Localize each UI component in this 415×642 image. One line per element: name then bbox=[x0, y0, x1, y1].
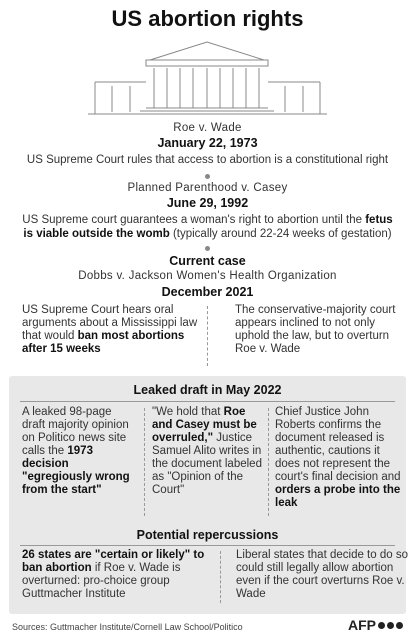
case-name-casey: Planned Parenthood v. Casey bbox=[127, 182, 288, 194]
case-date-dobbs: December 2021 bbox=[161, 285, 254, 299]
supreme-court-building-icon bbox=[0, 36, 415, 120]
repercussions-left-text bbox=[22, 549, 207, 601]
timeline-dot bbox=[205, 246, 210, 251]
leaked-col2-part: "We hold that bbox=[152, 406, 224, 418]
column-divider bbox=[207, 306, 208, 366]
casey-desc-emphasis: fetus bbox=[365, 214, 393, 226]
leaked-draft-title: Leaked draft in May 2022 bbox=[133, 383, 282, 397]
panel-divider-line bbox=[20, 545, 395, 546]
leaked-col1-part: A leaked 98-page draft majority opinion on Politico news site calls the bbox=[22, 406, 129, 457]
current-case-left-text bbox=[22, 304, 202, 356]
afp-dots-icon bbox=[378, 622, 403, 629]
afp-logo bbox=[348, 617, 403, 633]
repercussions-title: Potential repercussions bbox=[136, 528, 279, 542]
current-case-right-text: The conservative-majority court appears inclined to not only uphold the law, but to overturn Roe v. Wade bbox=[235, 304, 396, 355]
case-description-roe: US Supreme Court rules that access to abortion is a constitutional right bbox=[26, 154, 389, 166]
current-case-label: Current case bbox=[169, 254, 246, 268]
timeline-dot bbox=[205, 174, 210, 179]
casey-desc-emphasis: is viable outside the womb bbox=[23, 228, 170, 240]
leaked-col2-part: Justice Samuel Alito writes in the document labeled as "Opinion of the Court" bbox=[152, 432, 262, 496]
current-left-part: US Supreme Court hears oral arguments about a Mississippi law that would bbox=[22, 304, 198, 342]
case-name-dobbs: Dobbs v. Jackson Women's Health Organization bbox=[78, 270, 337, 282]
column-divider bbox=[220, 551, 221, 603]
leaked-col3-part: Chief Justice John Roberts confirms the document released is authentic, cautions it does not represent the court's final decision and bbox=[275, 406, 401, 483]
repercussions-left-emphasis: 26 states are "certain or likely" to ban abortion bbox=[22, 549, 205, 574]
case-name-roe: Roe v. Wade bbox=[173, 122, 242, 134]
leaked-col1-emphasis: 1973 decision "egregiously wrong from the start" bbox=[22, 445, 130, 496]
case-description-casey bbox=[16, 213, 399, 241]
repercussions-left-part: if Roe v. Wade is overturned: pro-choice group Guttmacher Institute bbox=[22, 562, 181, 600]
panel-divider-line bbox=[20, 401, 395, 402]
sources-footnote: Sources: Guttmacher Institute/Cornell Law School/Politico bbox=[12, 622, 243, 632]
leaked-col1-text bbox=[22, 406, 132, 497]
current-left-emphasis: ban most abortions after 15 weeks bbox=[22, 330, 185, 355]
leaked-col3-text bbox=[275, 406, 405, 510]
case-date-casey: June 29, 1992 bbox=[166, 196, 249, 210]
repercussions-right-text: Liberal states that decide to do so could still legally allow abortion even if the court overturns Roe v. Wade bbox=[236, 549, 408, 600]
infographic-title: US abortion rights bbox=[111, 6, 304, 31]
leaked-col2-emphasis: Roe and Casey must be overruled," bbox=[152, 406, 257, 444]
afp-logo-text: AFP bbox=[348, 617, 376, 633]
leaked-col3-emphasis: orders a probe into the leak bbox=[275, 484, 401, 509]
casey-desc-part: (typically around 22-24 weeks of gestation) bbox=[169, 228, 392, 240]
column-divider bbox=[144, 408, 145, 516]
column-divider bbox=[268, 408, 269, 516]
case-date-roe: January 22, 1973 bbox=[157, 136, 258, 150]
casey-desc-part: US Supreme court guarantees a woman's right to abortion until the bbox=[22, 214, 366, 226]
leaked-col2-text bbox=[152, 406, 262, 497]
